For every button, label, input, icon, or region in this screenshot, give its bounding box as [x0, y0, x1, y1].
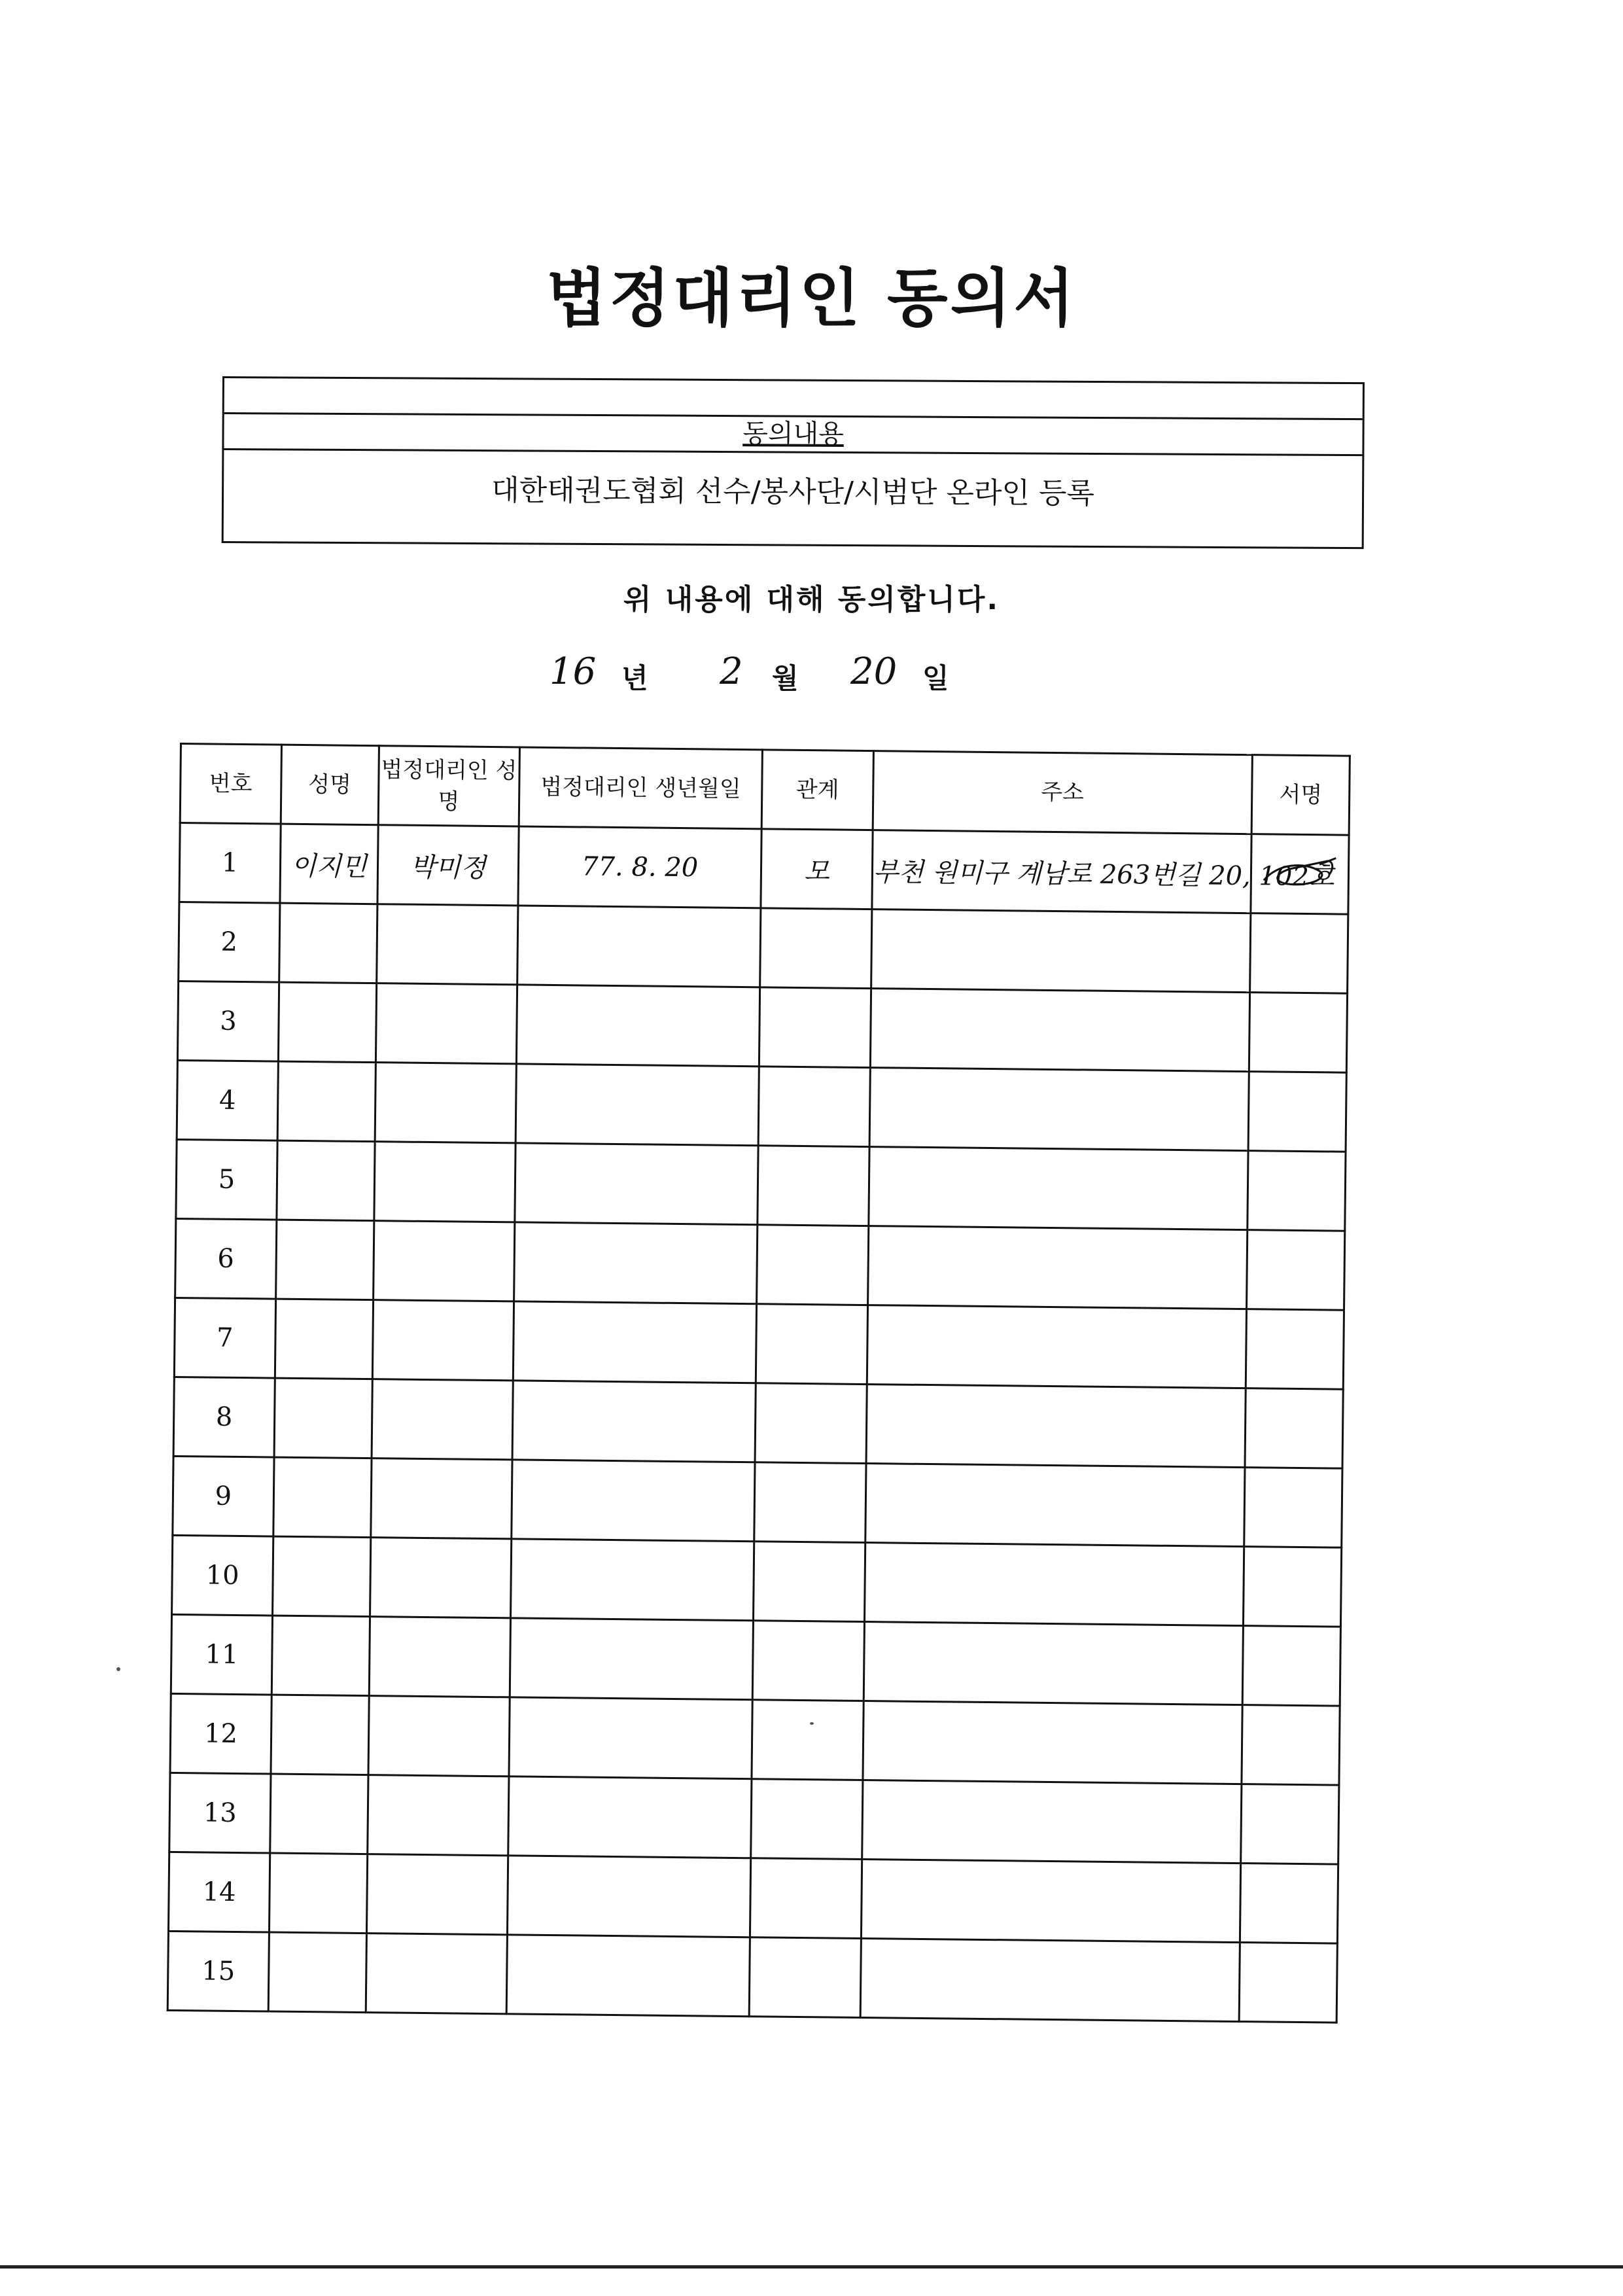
row-relation: 모 — [761, 829, 873, 910]
roster-table-wrap — [167, 743, 1351, 2024]
table-row — [167, 1931, 1337, 2022]
scan-bottom-rule — [0, 2265, 1623, 2269]
consent-header — [224, 412, 1362, 456]
header-guardian-name: 법정대리인 성명 — [378, 746, 520, 826]
row-no: 9 — [173, 1456, 274, 1536]
row-no: 13 — [169, 1773, 271, 1853]
table-row — [177, 981, 1347, 1072]
header-guardian-birth: 법정대리인 생년월일 — [519, 747, 763, 829]
table-header-row — [180, 744, 1350, 836]
header-address: 주소 — [873, 751, 1253, 834]
row-name: 이지민 — [280, 824, 378, 904]
row-guardian-birth: 77. 8. 20 — [518, 826, 762, 908]
row-no: 10 — [172, 1535, 273, 1616]
row-no: 2 — [179, 902, 280, 983]
row-no: 5 — [176, 1139, 277, 1220]
row-address: 부천 원미구 계남로 263번길 20, 102호 — [872, 830, 1252, 913]
date-year-unit: 년 — [621, 662, 648, 694]
consent-box — [222, 376, 1365, 549]
row-no: 11 — [171, 1614, 272, 1695]
row-no: 7 — [174, 1298, 275, 1378]
table-row — [173, 1456, 1342, 1547]
table-row — [169, 1773, 1339, 1864]
header-name: 성명 — [281, 745, 379, 825]
header-no: 번호 — [180, 744, 281, 824]
scan-speck — [810, 1722, 814, 1725]
row-no: 14 — [168, 1852, 270, 1932]
row-no: 3 — [177, 981, 279, 1061]
table-row — [175, 1218, 1345, 1310]
table-row — [168, 1852, 1338, 1943]
date-month: 2 — [720, 650, 743, 693]
row-no: 12 — [170, 1693, 271, 1774]
date-day-unit: 일 — [922, 662, 949, 694]
table-row — [179, 823, 1349, 915]
date-day: 20 — [850, 650, 898, 693]
scan-speck — [116, 1667, 120, 1671]
table-row — [176, 1139, 1346, 1231]
page-title: 법정대리인 동의서 — [546, 262, 1077, 335]
header-relation: 관계 — [762, 750, 874, 830]
table-row — [170, 1693, 1340, 1785]
agree-statement: 위 내용에 대해 동의합니다. — [623, 583, 1000, 616]
header-signature: 서명 — [1251, 755, 1350, 836]
table-row — [174, 1298, 1344, 1389]
table-row — [171, 1614, 1340, 1706]
row-signature — [1251, 834, 1349, 915]
row-no: 8 — [173, 1377, 275, 1457]
consent-content: 대한태권도협회 선수/봉사단/시범단 온라인 등록 — [491, 474, 1095, 510]
date-month-unit: 월 — [772, 662, 799, 694]
table-row — [173, 1377, 1343, 1468]
table-row — [172, 1535, 1342, 1627]
row-no: 1 — [179, 823, 281, 904]
table-row — [177, 1060, 1346, 1152]
row-no: 6 — [175, 1218, 277, 1299]
handwritten-signature-icon — [1257, 851, 1343, 891]
roster-table — [167, 743, 1351, 2024]
row-guardian-name: 박미정 — [377, 825, 519, 906]
date-year: 16 — [550, 650, 597, 693]
row-no: 4 — [177, 1060, 278, 1140]
consent-header-label: 동의내용 — [742, 419, 844, 450]
date-line — [550, 650, 1007, 707]
table-row — [179, 902, 1348, 994]
row-no: 15 — [167, 1931, 269, 2011]
